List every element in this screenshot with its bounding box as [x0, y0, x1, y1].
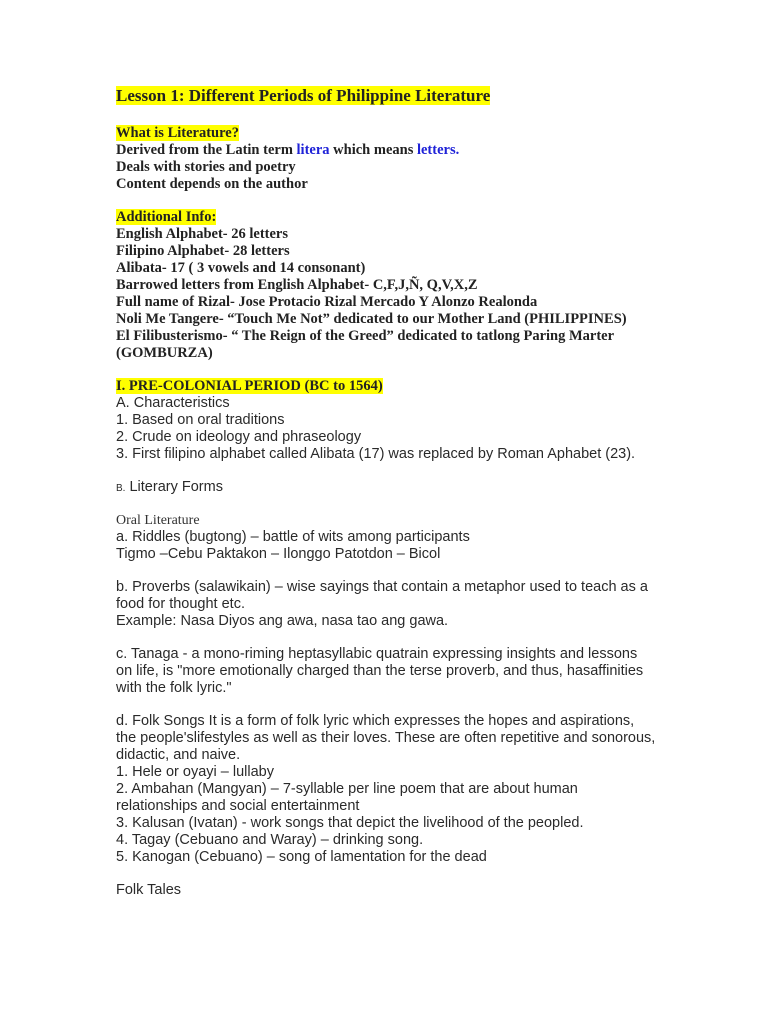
- literary-forms-heading: B. Literary Forms: [116, 479, 223, 495]
- info-line: Alibata- 17 ( 3 vowels and 14 consonant): [116, 260, 366, 276]
- folk-song-item: 5. Kanogan (Cebuano) – song of lamentation for the dead: [116, 849, 487, 865]
- info-line: English Alphabet- 26 letters: [116, 226, 288, 242]
- lesson-title: Lesson 1: Different Periods of Philippine Literature: [116, 86, 491, 105]
- additional-info-section: [116, 209, 656, 362]
- folk-song-item: 3. Kalusan (Ivatan) - work songs that depict the livelihood of the peopled.: [116, 815, 584, 831]
- proverbs-line: b. Proverbs (salawikain) – wise sayings that contain a metaphor used to teach as a food for thought etc.: [116, 579, 648, 612]
- precolonial-section: [116, 378, 676, 899]
- letters-term: letters.: [416, 142, 460, 158]
- info-line: Barrowed letters from English Alphabet- C,F,J,Ñ, Q,V,X,Z: [116, 277, 478, 293]
- definition-line-2: Deals with stories and poetry: [116, 159, 296, 175]
- characteristics-line: 2. Crude on ideology and phraseology: [116, 429, 362, 445]
- litera-term: litera: [296, 142, 330, 158]
- folk-song-item: 2. Ambahan (Mangyan) – 7-syllable per line poem that are about human relationships and social entertainment: [116, 781, 578, 814]
- info-line: Noli Me Tangere- “Touch Me Not” dedicated to our Mother Land (PHILIPPINES): [116, 311, 627, 327]
- what-is-literature-heading: What is Literature?: [116, 125, 239, 141]
- folk-songs-paragraph: d. Folk Songs It is a form of folk lyric which expresses the hopes and aspirations, the people'slifestyles as well as their loves. These are often repetitive and sonorous, didactic, and naive.: [116, 713, 656, 763]
- additional-info-heading: Additional Info:: [116, 209, 217, 225]
- oral-literature-label: Oral Literature: [116, 513, 200, 528]
- tanaga-paragraph: c. Tanaga - a mono-riming heptasyllabic quatrain expressing insights and lessons on life, is "more emotionally charged than the terse proverb, and thus, hasaffinities with the folk lyric.": [116, 646, 644, 696]
- info-line: Filipino Alphabet- 28 letters: [116, 243, 290, 259]
- riddles-line: a. Riddles (bugtong) – battle of wits among participants: [116, 529, 470, 545]
- precolonial-heading: I. PRE-COLONIAL PERIOD (BC to 1564): [116, 378, 383, 394]
- definition-line: Derived from the Latin term litera which means letters.: [116, 142, 460, 158]
- folk-song-item: 1. Hele or oyayi – lullaby: [116, 764, 274, 780]
- riddles-examples: Tigmo –Cebu Paktakon – Ilonggo Patotdon – Bicol: [116, 546, 441, 562]
- folk-song-item: 4. Tagay (Cebuano and Waray) – drinking song.: [116, 832, 424, 848]
- definition-line-3: Content depends on the author: [116, 176, 308, 192]
- characteristics-line: 3. First filipino alphabet called Alibata (17) was replaced by Roman Aphabet (23).: [116, 446, 636, 462]
- folk-tales-heading: Folk Tales: [116, 882, 182, 898]
- characteristics-line: 1. Based on oral traditions: [116, 412, 285, 428]
- document-page: [116, 86, 676, 899]
- info-line: Full name of Rizal- Jose Protacio Rizal Mercado Y Alonzo Realonda: [116, 294, 538, 310]
- characteristics-line: A. Characteristics: [116, 395, 230, 411]
- what-is-literature-section: [116, 125, 676, 193]
- info-line: El Filibusterismo- “ The Reign of the Greed” dedicated to tatlong Paring Marter (GOMBURZA): [116, 328, 614, 361]
- proverbs-example: Example: Nasa Diyos ang awa, nasa tao ang gawa.: [116, 613, 449, 629]
